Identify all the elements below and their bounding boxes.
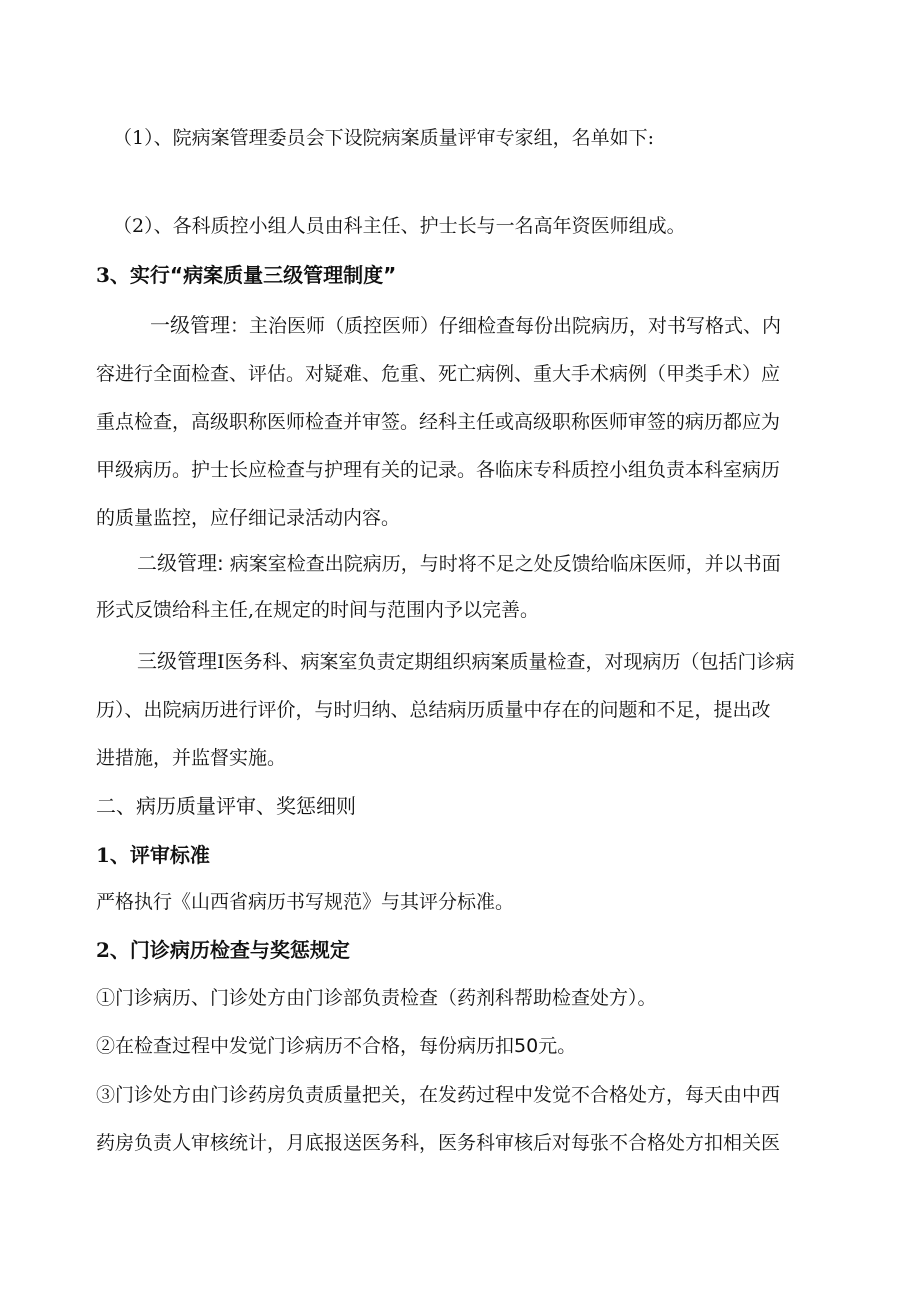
heading-2-number: 2、: [96, 938, 130, 962]
heading-text: 实行“病案质量三级管理制度”: [129, 263, 397, 287]
heading-number: 3、: [96, 263, 130, 287]
level1-text-5: 的质量监控，应仔细记录活动内容。: [96, 507, 401, 529]
level3-text-2: 历）、出院病历进行评价，与时归纳、总结病历质量中存在的问题和不足，提出改: [96, 699, 771, 721]
standard-paragraph: [96, 889, 514, 915]
level1-label: 一级管理: [150, 313, 230, 337]
level1-line-2: [96, 361, 780, 387]
qc-group-text: （2）、各科质控小组人员由科主任、护士长与一名高年资医师组成。: [113, 215, 686, 237]
level2-text-1: 病案室检查出院病历，与时将不足之处反馈给临床医师，并以书面: [229, 553, 781, 575]
heading-2-text: 门诊病历检查与奖惩规定: [129, 938, 350, 962]
level1-line-4: [96, 457, 780, 483]
item-2-text-c: 元。: [538, 1035, 577, 1057]
section-2-title: [96, 793, 356, 819]
heading-outpatient-rules: [96, 937, 350, 963]
level1-text-4: 甲级病历。护士长应检查与护理有关的记录。各临床专科质控小组负责本科室病历: [96, 459, 781, 481]
level1-text-3: 重点检查，高级职称医师检查并审签。经科主任或高级职称医师审签的病历都应为: [96, 411, 781, 433]
item-3-line-2: [96, 1130, 780, 1156]
level3-label: 三级管理: [137, 649, 217, 673]
level2-line-1: [137, 550, 781, 577]
section-2-title-a: 二、病历质量: [96, 794, 216, 818]
level1-line-3: [96, 409, 780, 435]
level3-separator: I: [217, 651, 225, 673]
level2-line-2: [96, 597, 539, 623]
level1-line-1: [150, 312, 781, 339]
level2-text-2: 形式反馈给科主任,在规定的时间与范围内予以完善。: [96, 599, 540, 621]
level1-text-1: 主治医师（质控医师）仔细检查每份出院病历，对书写格式、内: [249, 315, 782, 337]
item-2: [96, 1033, 576, 1059]
item-2-amount: 50: [514, 1035, 539, 1057]
committee-text: （1）、院病案管理委员会下设院病案质量评审专家组，名单如下:: [113, 127, 654, 149]
item-3-line-1: [96, 1082, 780, 1108]
paragraph-qc-group: [113, 213, 686, 239]
heading-three-level-system: [96, 262, 396, 288]
level3-text-3: 进措施，并监督实施。: [96, 747, 287, 769]
item-3-text-1: ③门诊处方由门诊药房负责质量把关，在发药过程中发觉不合格处方，每天由中西: [96, 1084, 781, 1106]
paragraph-committee: [113, 125, 654, 151]
item-2-text-a: ②在检查过程中发觉门诊病历不合格，每份病历扣: [96, 1035, 515, 1057]
level3-line-3: [96, 745, 286, 771]
standard-text: 严格执行《山西省病历书写规范》与其评分标准。: [96, 891, 515, 913]
item-1: [96, 985, 657, 1011]
heading-1-number: 1、: [96, 843, 130, 867]
heading-review-standard: [96, 842, 210, 868]
heading-1-text: 评审标准: [129, 843, 210, 867]
section-2-title-b: 评审、奖惩细则: [216, 794, 356, 818]
item-3-text-2: 药房负责人审核统计，月底报送医务科，医务科审核后对每张不合格处方扣相关医: [96, 1132, 781, 1154]
level1-text-2: 容进行全面检查、评估。对疑难、危重、死亡病例、重大手术病例（甲类手术）应: [96, 363, 781, 385]
level3-text-1: 医务科、病案室负责定期组织病案质量检查，对现病历（包括门诊病: [224, 651, 795, 673]
level1-colon: ：: [230, 315, 250, 337]
level3-line-2: [96, 697, 771, 723]
level1-line-5: [96, 505, 400, 531]
level2-label: 二级管理:: [137, 551, 224, 575]
item-1-text: ①门诊病历、门诊处方由门诊部负责检查（药剂科帮助检查处方）。: [96, 987, 657, 1009]
level3-line-1: [137, 648, 795, 675]
